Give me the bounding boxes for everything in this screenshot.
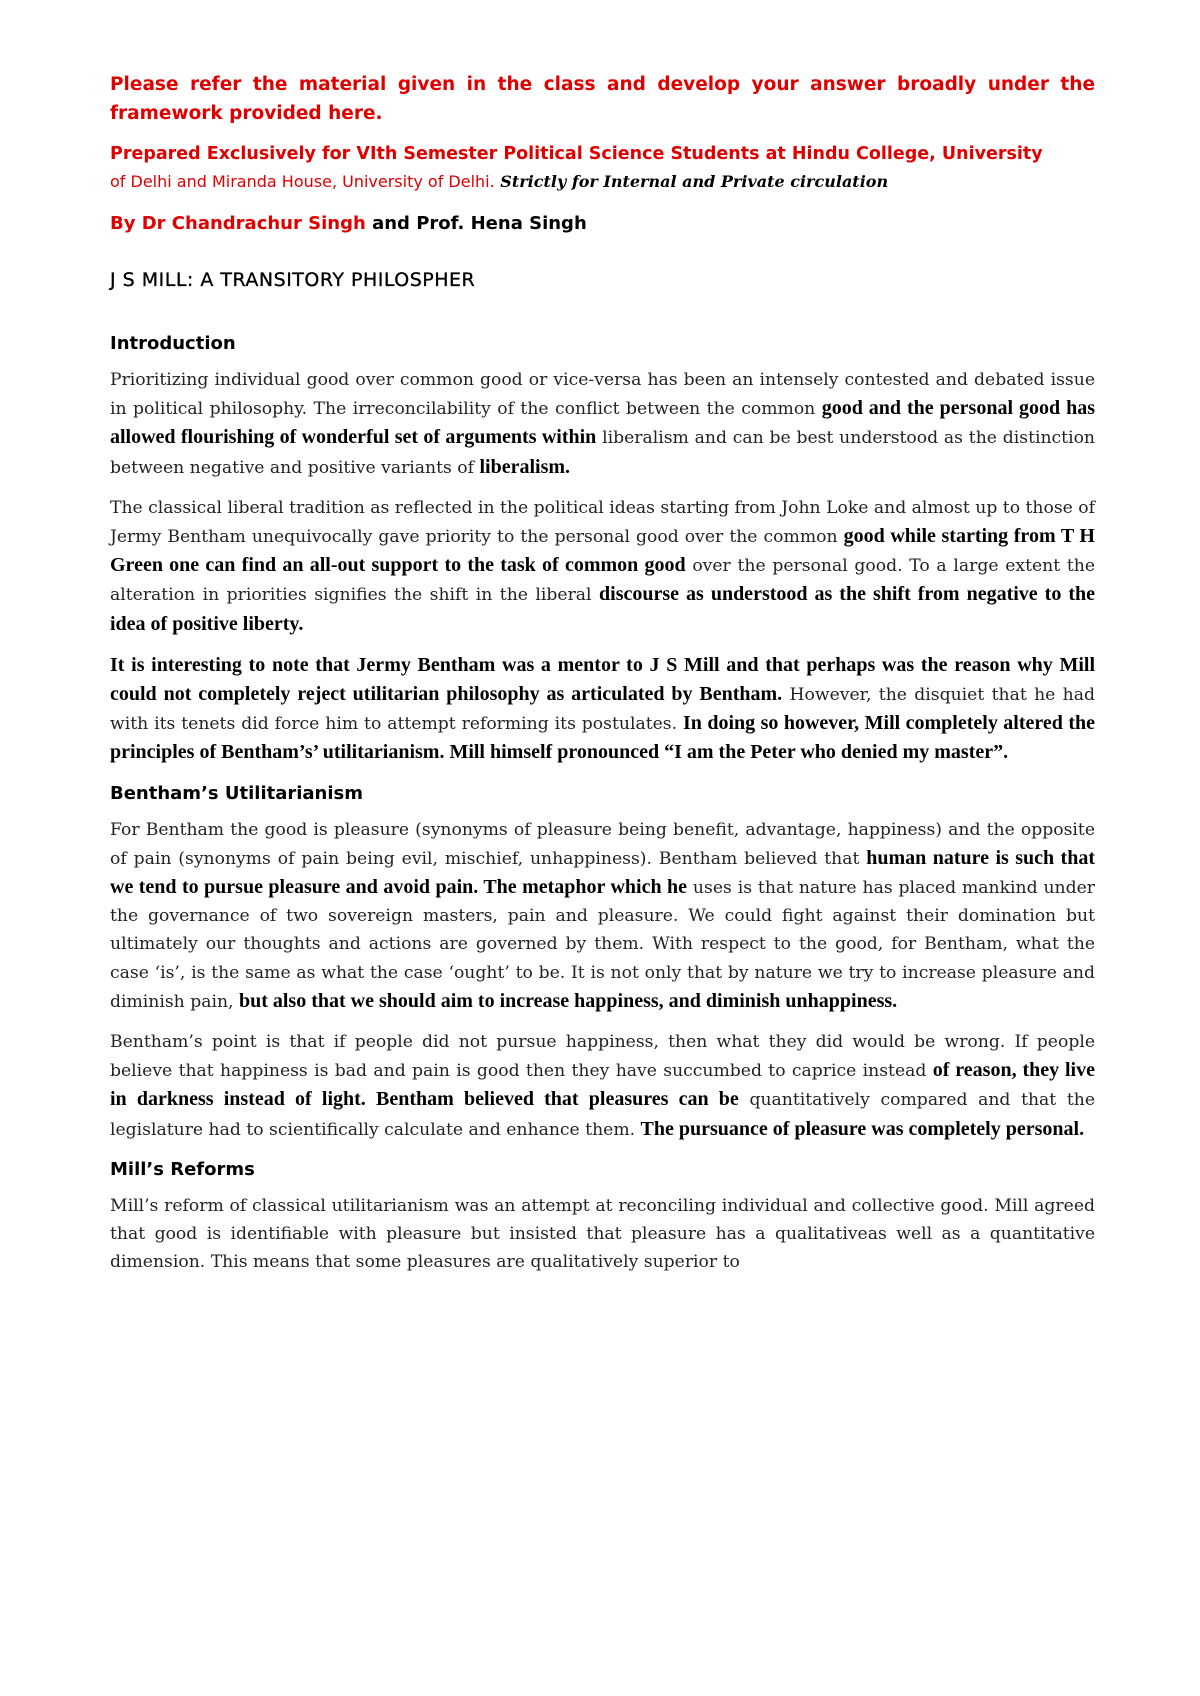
class-notice: Please refer the material given in the class and develop your answer broadly under the framework provided here. [110,74,1095,124]
intro-paragraph-2: The classical liberal tradition as reflected in the political ideas starting from John Loke and almost up to those of Jermy Bentham unequivocally gave priority to the personal good over the common good while starting from T H Green one can find an all-out support to the task of common good over the personal good. To a large extent the alteration in priorities signifies the shift in the liberal discourse as understood as the shift from negative to the idea of positive liberty. [110,497,1095,635]
prepared-statement [110,140,1095,196]
bentham-paragraph-1: For Bentham the good is pleasure (synonyms of pleasure being benefit, advantage, happiness) and the opposite of pain (synonyms of pain being evil, mischief, unhappiness). Bentham believed that human nature is such that we tend to pursue pleasure and avoid pain. The metaphor which he uses is that nature has placed mankind under the governance of two sovereign masters, pain and pleasure. We could fight against their domination but ultimately our thoughts and actions are governed by them. With respect to the good, for Bentham, what the case ‘is’, is the same as what the case ‘ought’ to be. It is not only that by nature we try to increase pleasure and diminish pain, but also that we should aim to increase happiness, and diminish unhappiness. [110,819,1095,1012]
prepared-institution: of Delhi and Miranda House, University of Delhi. [110,172,495,191]
author-secondary: Prof. Hena Singh [416,213,587,234]
section-heading-introduction: Introduction [110,333,236,354]
author-primary: By Dr Chandrachur Singh [110,213,366,234]
author-line [110,210,1095,238]
circulation-note: Strictly for Internal and Private circulation [500,172,889,191]
document-title: J S MILL: A TRANSITORY PHILOSPHER [110,269,476,291]
section-heading-bentham: Bentham’s Utilitarianism [110,782,364,804]
author-conjunction: and [372,213,410,234]
bentham-paragraph-2: Bentham’s point is that if people did not pursue happiness, then what they did would be wrong. If people believe that happiness is bad and pain is good then they have succumbed to caprice instead of reason, they live in darkness instead of light. Bentham believed that pleasures can be quantitatively compared and that the legislature had to scientifically calculate and enhance them. The pursuance of pleasure was completely personal. [110,1032,1096,1140]
intro-paragraph-3: It is interesting to note that Jermy Bentham was a mentor to J S Mill and that perhaps was the reason why Mill could not completely reject utilitarian philosophy as articulated by Bentham. However, the disquiet that he had with its tenets did force him to attempt reforming its postulates. In doing so however, Mill completely altered the principles of Bentham’s’ utilitarianism. Mill himself pronounced “I am the Peter who denied my master”. [110,653,1095,764]
prepared-line-1: Prepared Exclusively for VIth Semester Political Science Students at Hindu College, University [110,144,1043,164]
section-heading-mill: Mill’s Reforms [110,1158,255,1180]
intro-paragraph-1: Prioritizing individual good over common good or vice-versa has been an intensely contested and debated issue in political philosophy. The irreconcilability of the conflict between the common good and the personal good has allowed flourishing of wonderful set of arguments within liberalism and can be best understood as the distinction between negative and positive variants of liberalism. [110,370,1095,478]
prepared-line-2 [110,168,1095,196]
mill-paragraph-1: Mill’s reform of classical utilitarianism was an attempt at reconciling individual and collective good. Mill agreed that good is identifiable with pleasure but insisted that pleasure has a qualitativeas well as a quantitative dimension. This means that some pleasures are qualitatively superior to [110,1195,1095,1273]
